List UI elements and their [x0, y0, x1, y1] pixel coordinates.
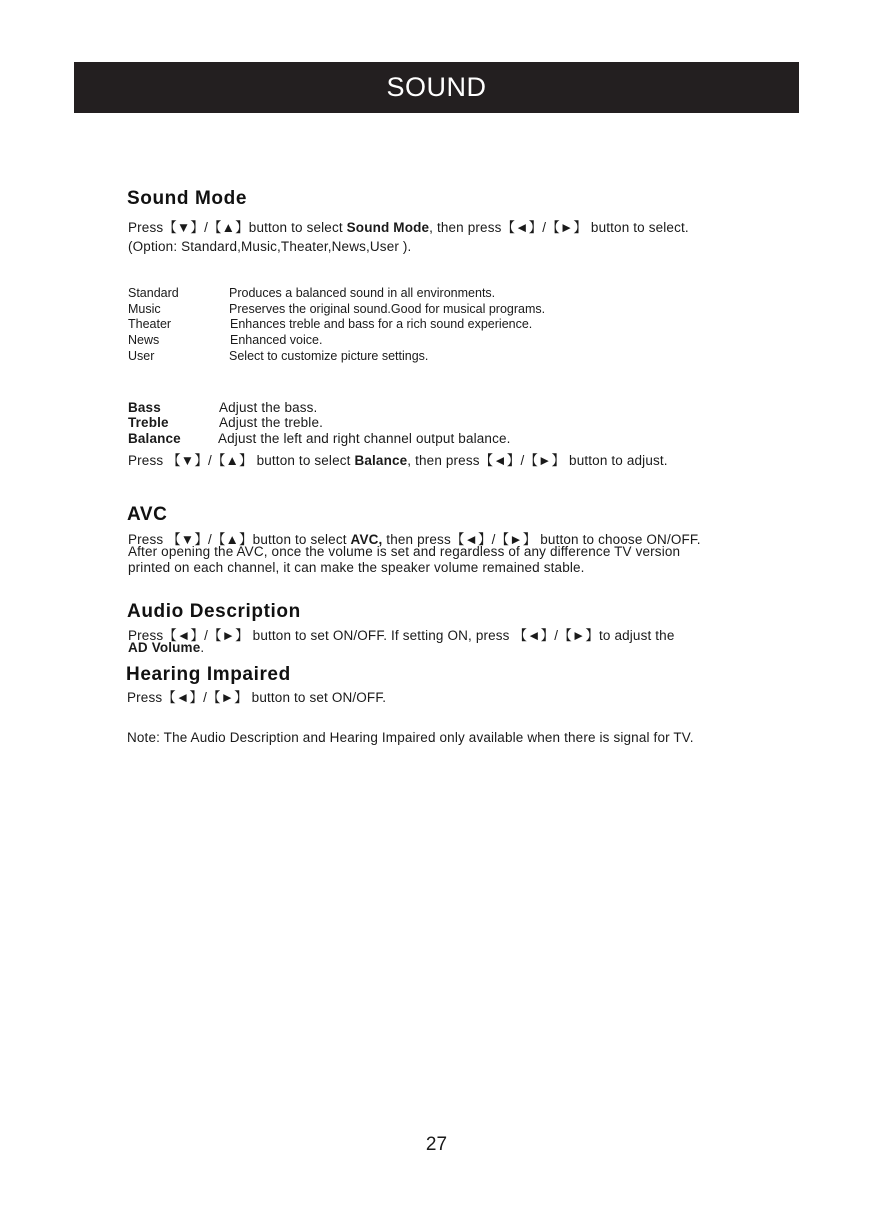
instruction-text: , then press【◄】/【►】 button to select.: [429, 220, 689, 235]
hearing-impaired-instruction: Press【◄】/【►】 button to set ON/OFF.: [127, 690, 387, 705]
mode-name: News: [128, 333, 160, 347]
note-text: Note: The Audio Description and Hearing Impaired only available when there is signal for TV.: [127, 730, 694, 745]
ad-volume-line: [128, 640, 204, 655]
bass-description: Adjust the bass.: [219, 400, 318, 415]
avc-heading: AVC: [127, 504, 168, 525]
page-header-bar: [74, 62, 799, 113]
hearing-impaired-heading: Hearing Impaired: [126, 664, 291, 685]
treble-description: Adjust the treble.: [219, 415, 324, 430]
instruction-text: Press 【▼】/【▲】 button to select: [128, 453, 355, 468]
avc-description-line: printed on each channel, it can make the speaker volume remained stable.: [128, 560, 585, 575]
balance-instruction: [128, 449, 668, 469]
avc-description-line: After opening the AVC, once the volume is set and regardless of any difference TV version: [128, 544, 681, 559]
mode-name: User: [128, 349, 155, 363]
instruction-bold-text: Balance: [354, 453, 408, 468]
mode-description: Produces a balanced sound in all environments.: [229, 286, 496, 300]
instruction-bold-text: Sound Mode: [346, 220, 430, 235]
page-title: SOUND: [386, 72, 487, 102]
ad-volume-label: AD Volume: [128, 640, 201, 655]
mode-description: Preserves the original sound.Good for musical programs.: [229, 302, 546, 316]
mode-description: Enhances treble and bass for a rich sound experience.: [230, 317, 533, 331]
instruction-bold-text: AVC,: [350, 532, 383, 547]
balance-description: Adjust the left and right channel output balance.: [218, 431, 511, 446]
instruction-text: .: [200, 640, 205, 655]
sound-mode-heading: Sound Mode: [127, 188, 247, 209]
mode-name: Music: [128, 302, 161, 316]
sound-mode-options: (Option: Standard,Music,Theater,News,User ).: [128, 239, 412, 254]
bass-label: Bass: [128, 400, 161, 415]
audio-description-instruction: Press【◄】/【►】 button to set ON/OFF. If setting ON, press 【◄】/【►】to adjust the: [128, 628, 675, 643]
mode-description: Select to customize picture settings.: [229, 349, 429, 363]
sound-mode-instruction: [128, 216, 689, 236]
treble-label: Treble: [128, 415, 169, 430]
instruction-text: , then press【◄】/【►】 button to adjust.: [407, 453, 668, 468]
instruction-text: Press【▼】/【▲】button to select: [128, 220, 347, 235]
audio-description-heading: Audio Description: [127, 601, 301, 622]
page-number: 27: [425, 1134, 448, 1155]
instruction-text: then press【◄】/【►】 button to choose ON/OFF.: [382, 532, 701, 547]
mode-name: Theater: [128, 317, 172, 331]
mode-name: Standard: [128, 286, 179, 300]
instruction-text: Press 【▼】/【▲】button to select: [128, 532, 351, 547]
balance-label: Balance: [128, 431, 181, 446]
mode-description: Enhanced voice.: [230, 333, 323, 347]
